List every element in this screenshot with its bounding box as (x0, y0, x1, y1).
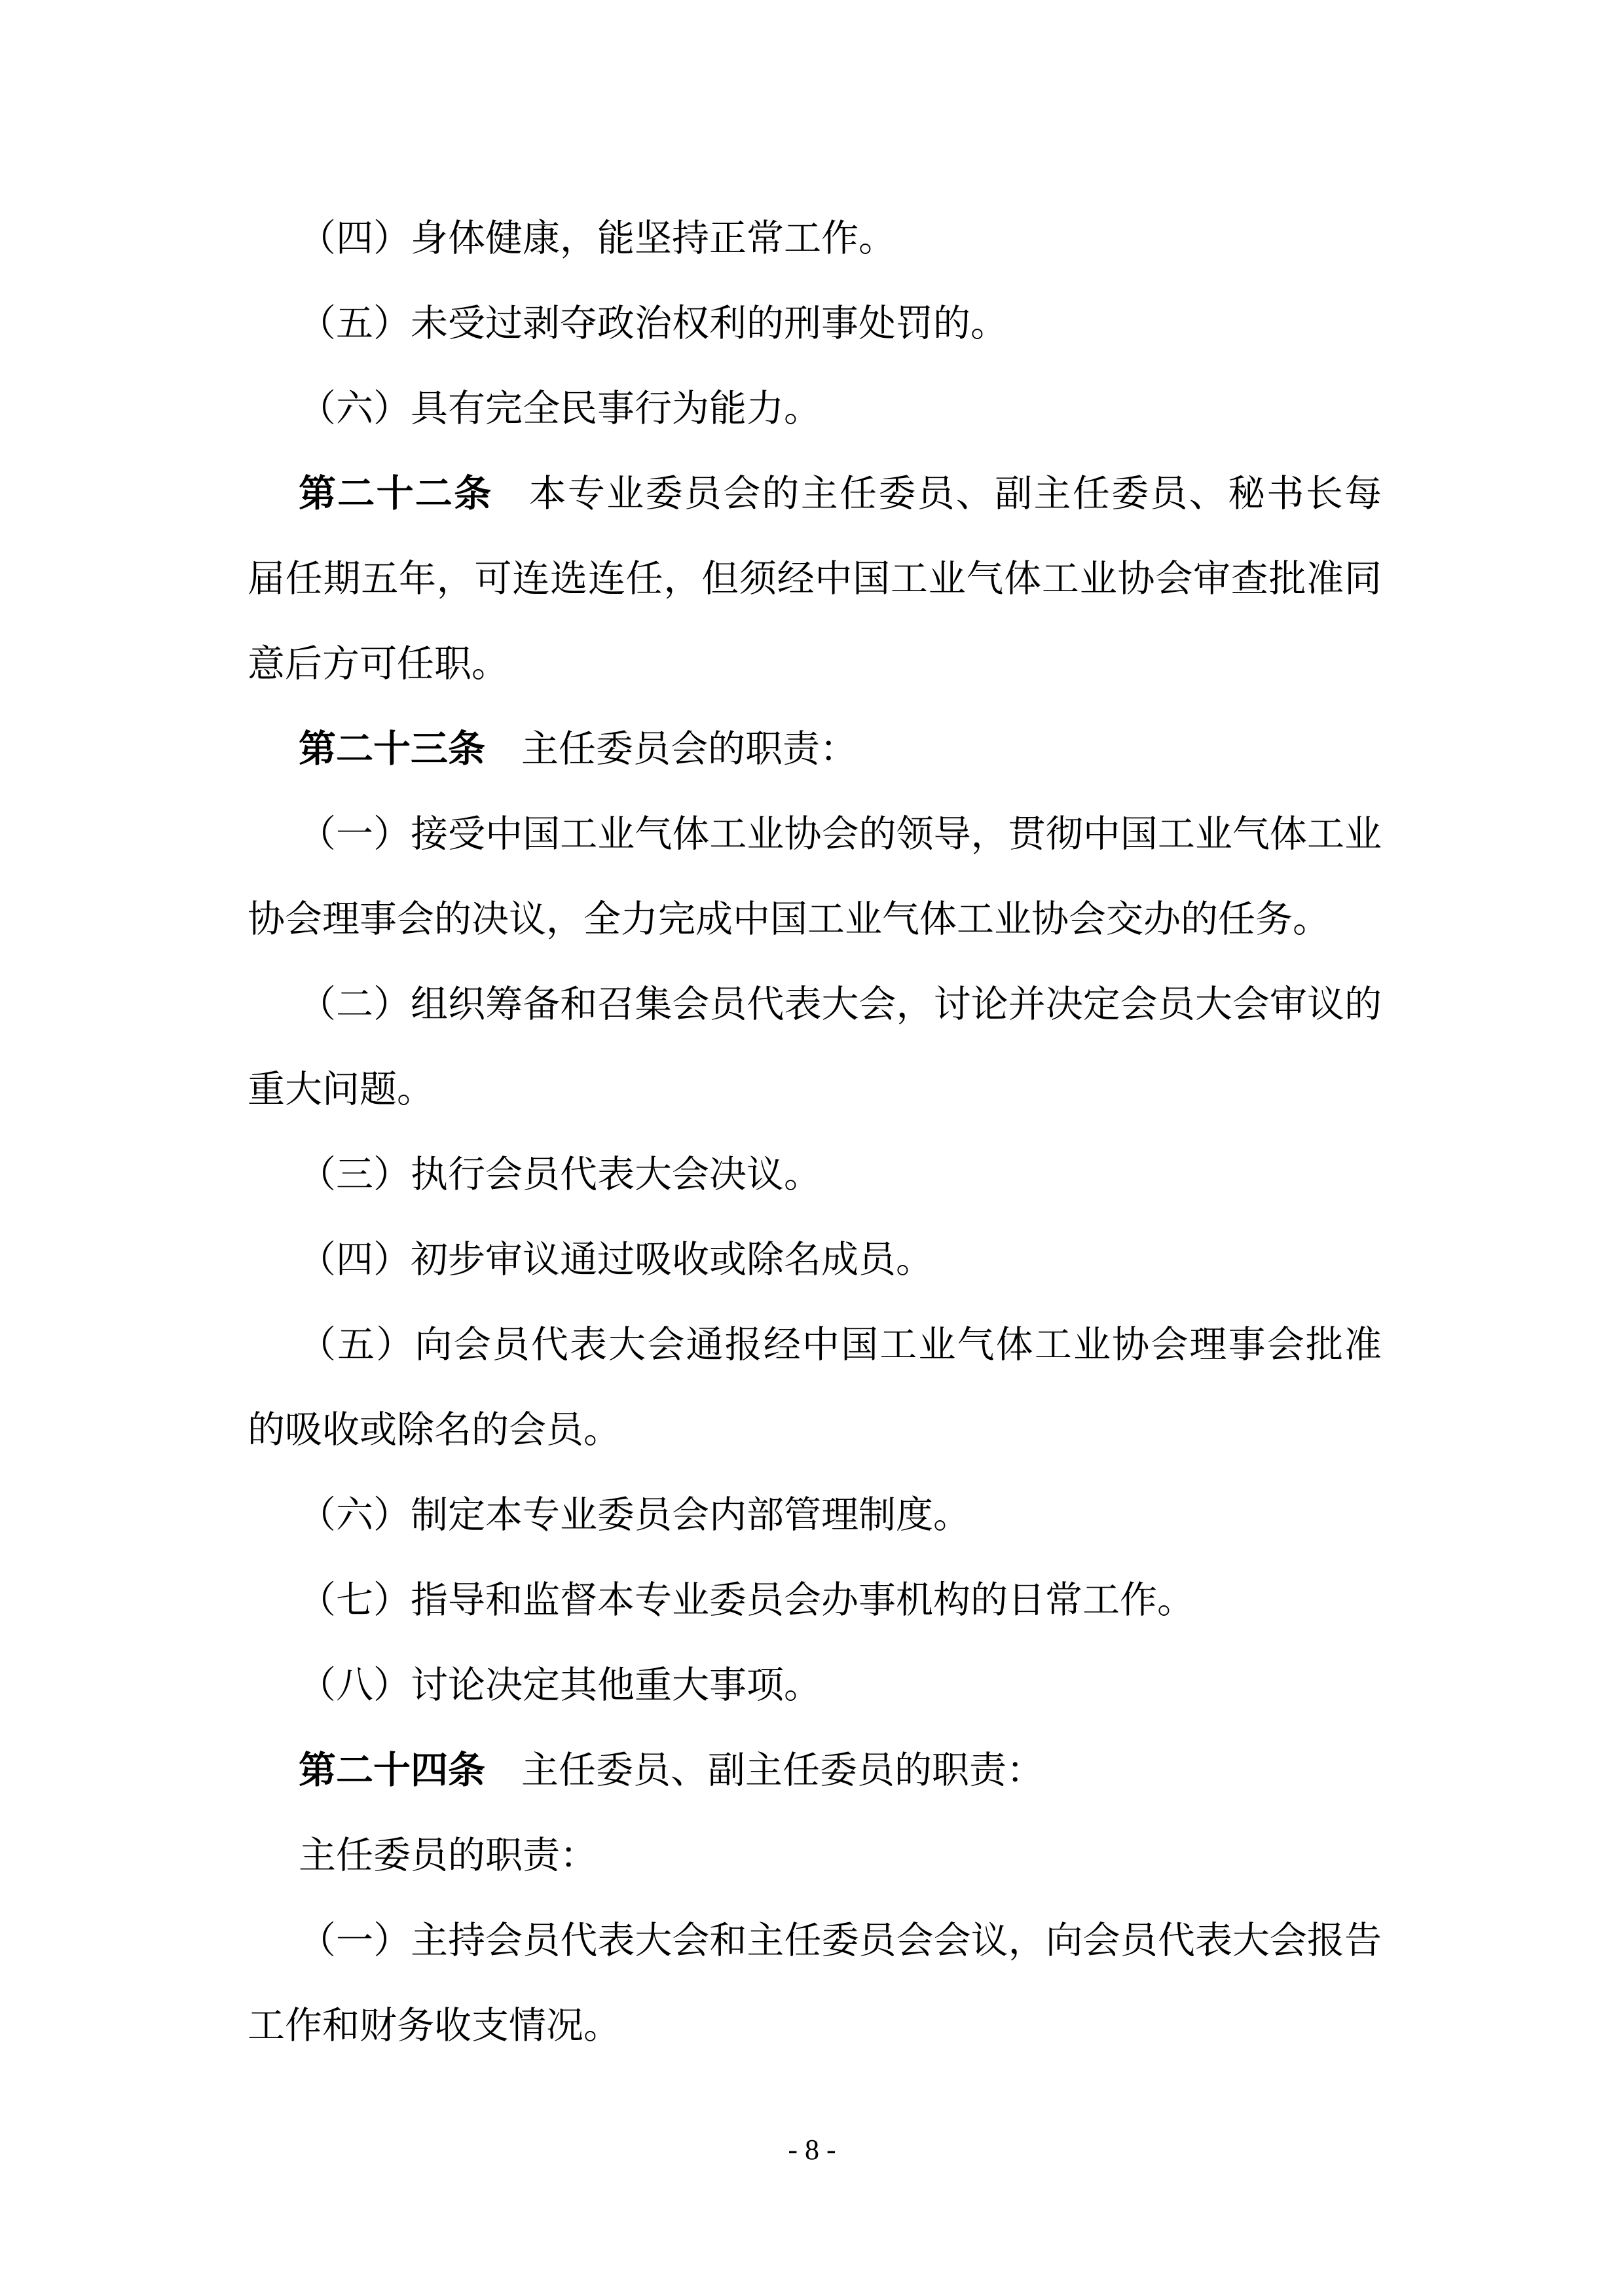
text-line: 重大问题。 (248, 1069, 434, 1110)
text-line: （四）身体健康，能坚持正常工作。 (299, 218, 896, 259)
document-body (248, 196, 1382, 2069)
page-footer: - 8 - (788, 2134, 836, 2166)
text-line (248, 452, 1382, 537)
text-line: 的吸收或除名的会员。 (248, 1410, 621, 1451)
text-line: 工作和财务收支情况。 (248, 2005, 621, 2047)
text-line: （一）接受中国工业气体工业协会的领导，贯彻中国工业气体工业 (299, 814, 1382, 855)
paragraph-text: 主任委员、副主任委员的职责： (521, 1750, 1044, 1791)
text-line (248, 1728, 1382, 1813)
text-line: 届任期五年，可连选连任，但须经中国工业气体工业协会审查批准同 (248, 558, 1382, 600)
article-number: 第二十四条 (299, 1750, 485, 1791)
paragraph-text: 本专业委员会的主任委员、副主任委员、秘书长每 (528, 473, 1382, 515)
text-line: （六）制定本专业委员会内部管理制度。 (299, 1495, 970, 1536)
text-line: 协会理事会的决议，全力完成中国工业气体工业协会交办的任务。 (248, 899, 1330, 940)
text-line: （五）未受过剥夺政治权利的刑事处罚的。 (299, 303, 1008, 344)
text-line: （三）执行会员代表大会决议。 (299, 1154, 821, 1195)
article-number: 第二十二条 (299, 473, 493, 515)
text-line (248, 707, 1382, 792)
text-line: （二）组织筹备和召集会员代表大会，讨论并决定会员大会审议的 (299, 984, 1382, 1025)
text-line: （八）讨论决定其他重大事项。 (299, 1665, 821, 1706)
text-line: （五）向会员代表大会通报经中国工业气体工业协会理事会批准 (299, 1324, 1382, 1366)
article-number: 第二十三条 (299, 729, 485, 770)
text-line: 意后方可任职。 (248, 644, 509, 685)
paragraph-text: 主任委员会的职责： (521, 729, 857, 770)
text-line: （一）主持会员代表大会和主任委员会会议，向会员代表大会报告 (299, 1920, 1382, 1961)
text-line: （七）指导和监督本专业委员会办事机构的日常工作。 (299, 1580, 1194, 1621)
text-line: 主任委员的职责： (299, 1835, 597, 1876)
text-line: （四）初步审议通过吸收或除名成员。 (299, 1239, 933, 1281)
text-line: （六）具有完全民事行为能力。 (299, 388, 821, 429)
